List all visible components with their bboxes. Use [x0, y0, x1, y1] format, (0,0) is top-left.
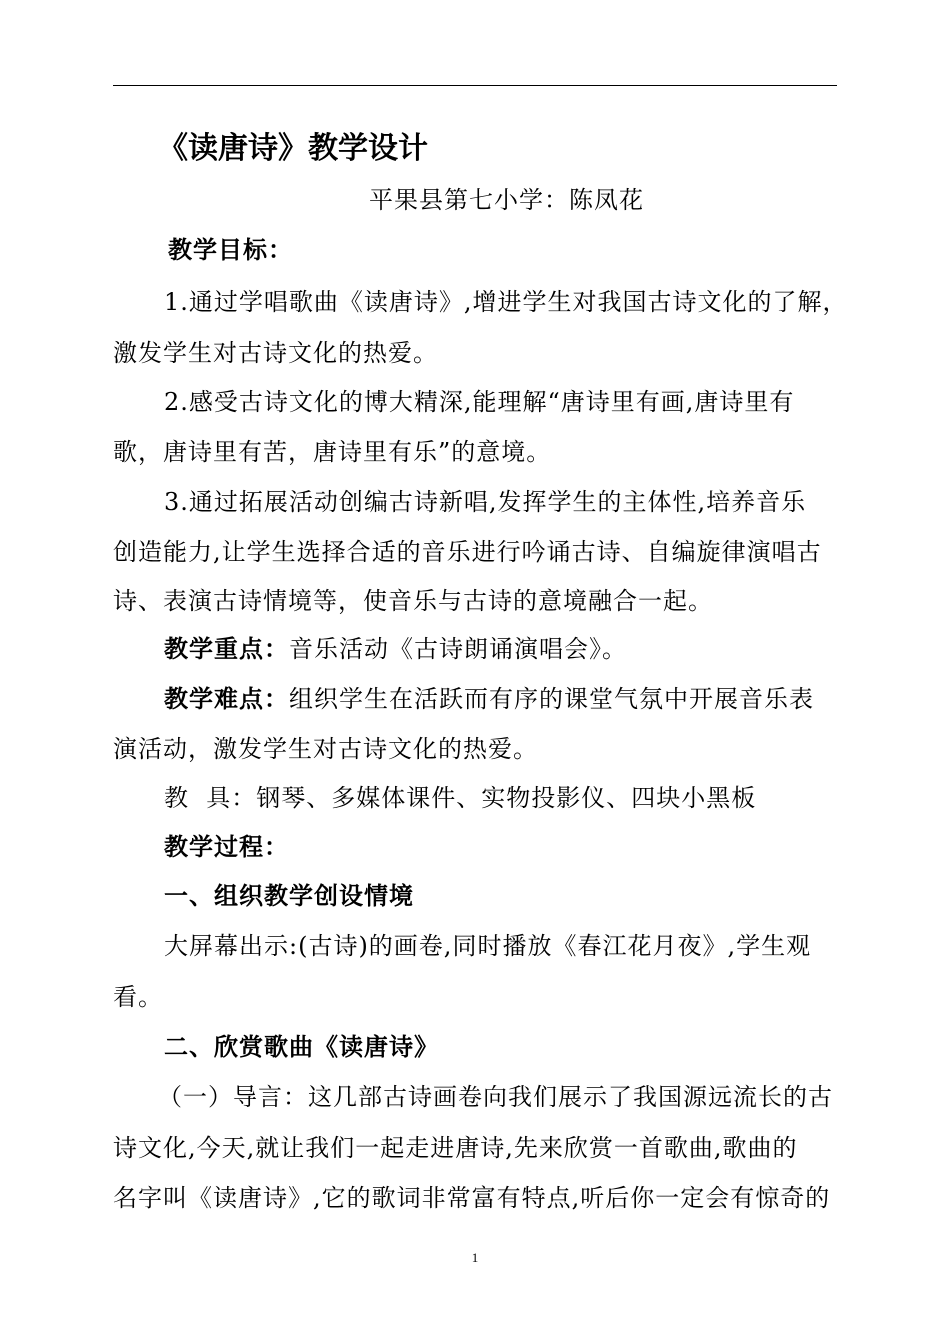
objective-3-line-3: 诗、表演古诗情境等，使音乐与古诗的意境融合一起。	[113, 587, 713, 615]
section-1-heading: 一、组织教学创设情境	[164, 882, 414, 910]
header-rule	[113, 85, 837, 86]
objective-3-line-2: 创造能力,让学生选择合适的音乐进行吟诵古诗、自编旋律演唱古	[113, 538, 822, 566]
tools-line: 教 具：钢琴、多媒体课件、实物投影仪、四块小黑板	[164, 784, 757, 812]
document-title: 《读唐诗》教学设计	[158, 131, 428, 166]
objective-3-line-1: 3.通过拓展活动创编古诗新唱,发挥学生的主体性,培养音乐	[164, 488, 807, 516]
section-2-line-2: 诗文化,今天,就让我们一起走进唐诗,先来欣赏一首歌曲,歌曲的	[113, 1134, 798, 1162]
difficulty-text-1: 组织学生在活跃而有序的课堂气氛中开展音乐表	[289, 685, 814, 713]
objective-2-line-2: 歌，唐诗里有苦，唐诗里有乐”的意境。	[113, 438, 552, 466]
section-2-heading: 二、欣赏歌曲《读唐诗》	[164, 1033, 439, 1061]
page-number: 1	[471, 1250, 479, 1265]
objective-1-line-2: 激发学生对古诗文化的热爱。	[113, 339, 438, 367]
key-point-label: 教学重点：	[164, 635, 289, 663]
difficulty-line-1	[164, 684, 814, 714]
section-2-line-3: 名字叫《读唐诗》,它的歌词非常富有特点,听后你一定会有惊奇的	[113, 1184, 831, 1212]
difficulty-label: 教学难点：	[164, 685, 289, 713]
section-2-line-1: （一）导言：这几部古诗画卷向我们展示了我国源远流长的古	[158, 1083, 833, 1111]
section-1-line-1: 大屏幕出示:(古诗)的画卷,同时播放《春江花月夜》,学生观	[164, 932, 812, 960]
key-point-text: 音乐活动《古诗朗诵演唱会》。	[289, 635, 627, 663]
objectives-heading: 教学目标：	[168, 236, 293, 264]
key-point-line	[164, 634, 627, 664]
objective-2-line-1: 2.感受古诗文化的博大精深,能理解“唐诗里有画,唐诗里有	[164, 388, 795, 416]
author-line: 平果县第七小学：陈凤花	[369, 186, 644, 214]
difficulty-line-2: 演活动，激发学生对古诗文化的热爱。	[113, 735, 538, 763]
section-1-line-2: 看。	[113, 983, 163, 1011]
objective-1-line-1: 1.通过学唱歌曲《读唐诗》,增进学生对我国古诗文化的了解，	[164, 288, 848, 316]
process-heading: 教学过程：	[164, 833, 289, 861]
